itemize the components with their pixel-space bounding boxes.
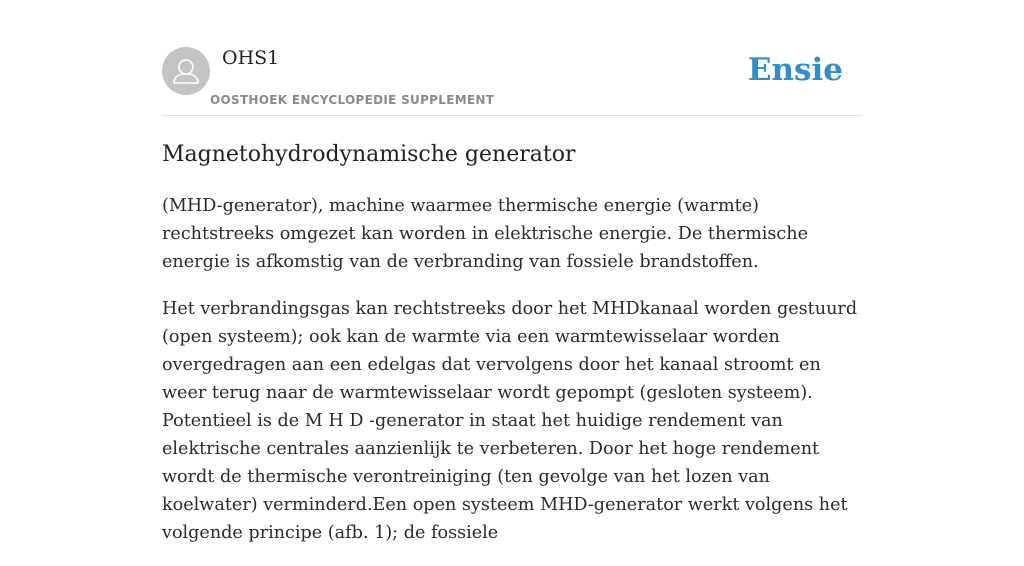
avatar[interactable] xyxy=(162,47,210,95)
header xyxy=(162,0,862,116)
article-title: Magnetohydrodynamische generator xyxy=(162,142,576,167)
brand-logo[interactable]: Ensie xyxy=(747,52,843,88)
article-paragraph: (MHD-generator), machine waarmee thermische energie (warmte) rechtstreeks omgezet kan worden in elektrische energie. De thermische energie is afkomstig van de verbranding van fossiele brandstoffen. xyxy=(162,196,809,272)
username[interactable]: OHS1 xyxy=(222,47,280,69)
article-paragraph: Het verbrandingsgas kan rechtstreeks door het MHDkanaal worden gestuurd (open systeem); ook kan de warmte via een warmtewisselaar worden overgedragen aan een edelgas dat vervolgens door het kanaal stroomt en weer terug naar de warmtewisselaar wordt gepompt (gesloten systeem). Potentieel is de M H D -generator in staat het huidige rendement van elektrische centrales aanzienlijk te verbeteren. Door het hoge rendement wordt de thermische verontreiniging (ten gevolge van het lozen van koelwater) verminderd.Een open systeem MHD-generator werkt volgens het volgende principe (afb. 1); de fossiele xyxy=(162,299,858,543)
source-label[interactable]: OOSTHOEK ENCYCLOPEDIE SUPPLEMENT xyxy=(210,93,495,107)
article-body xyxy=(162,192,862,566)
page xyxy=(162,0,862,543)
user-silhouette-icon xyxy=(162,47,210,95)
